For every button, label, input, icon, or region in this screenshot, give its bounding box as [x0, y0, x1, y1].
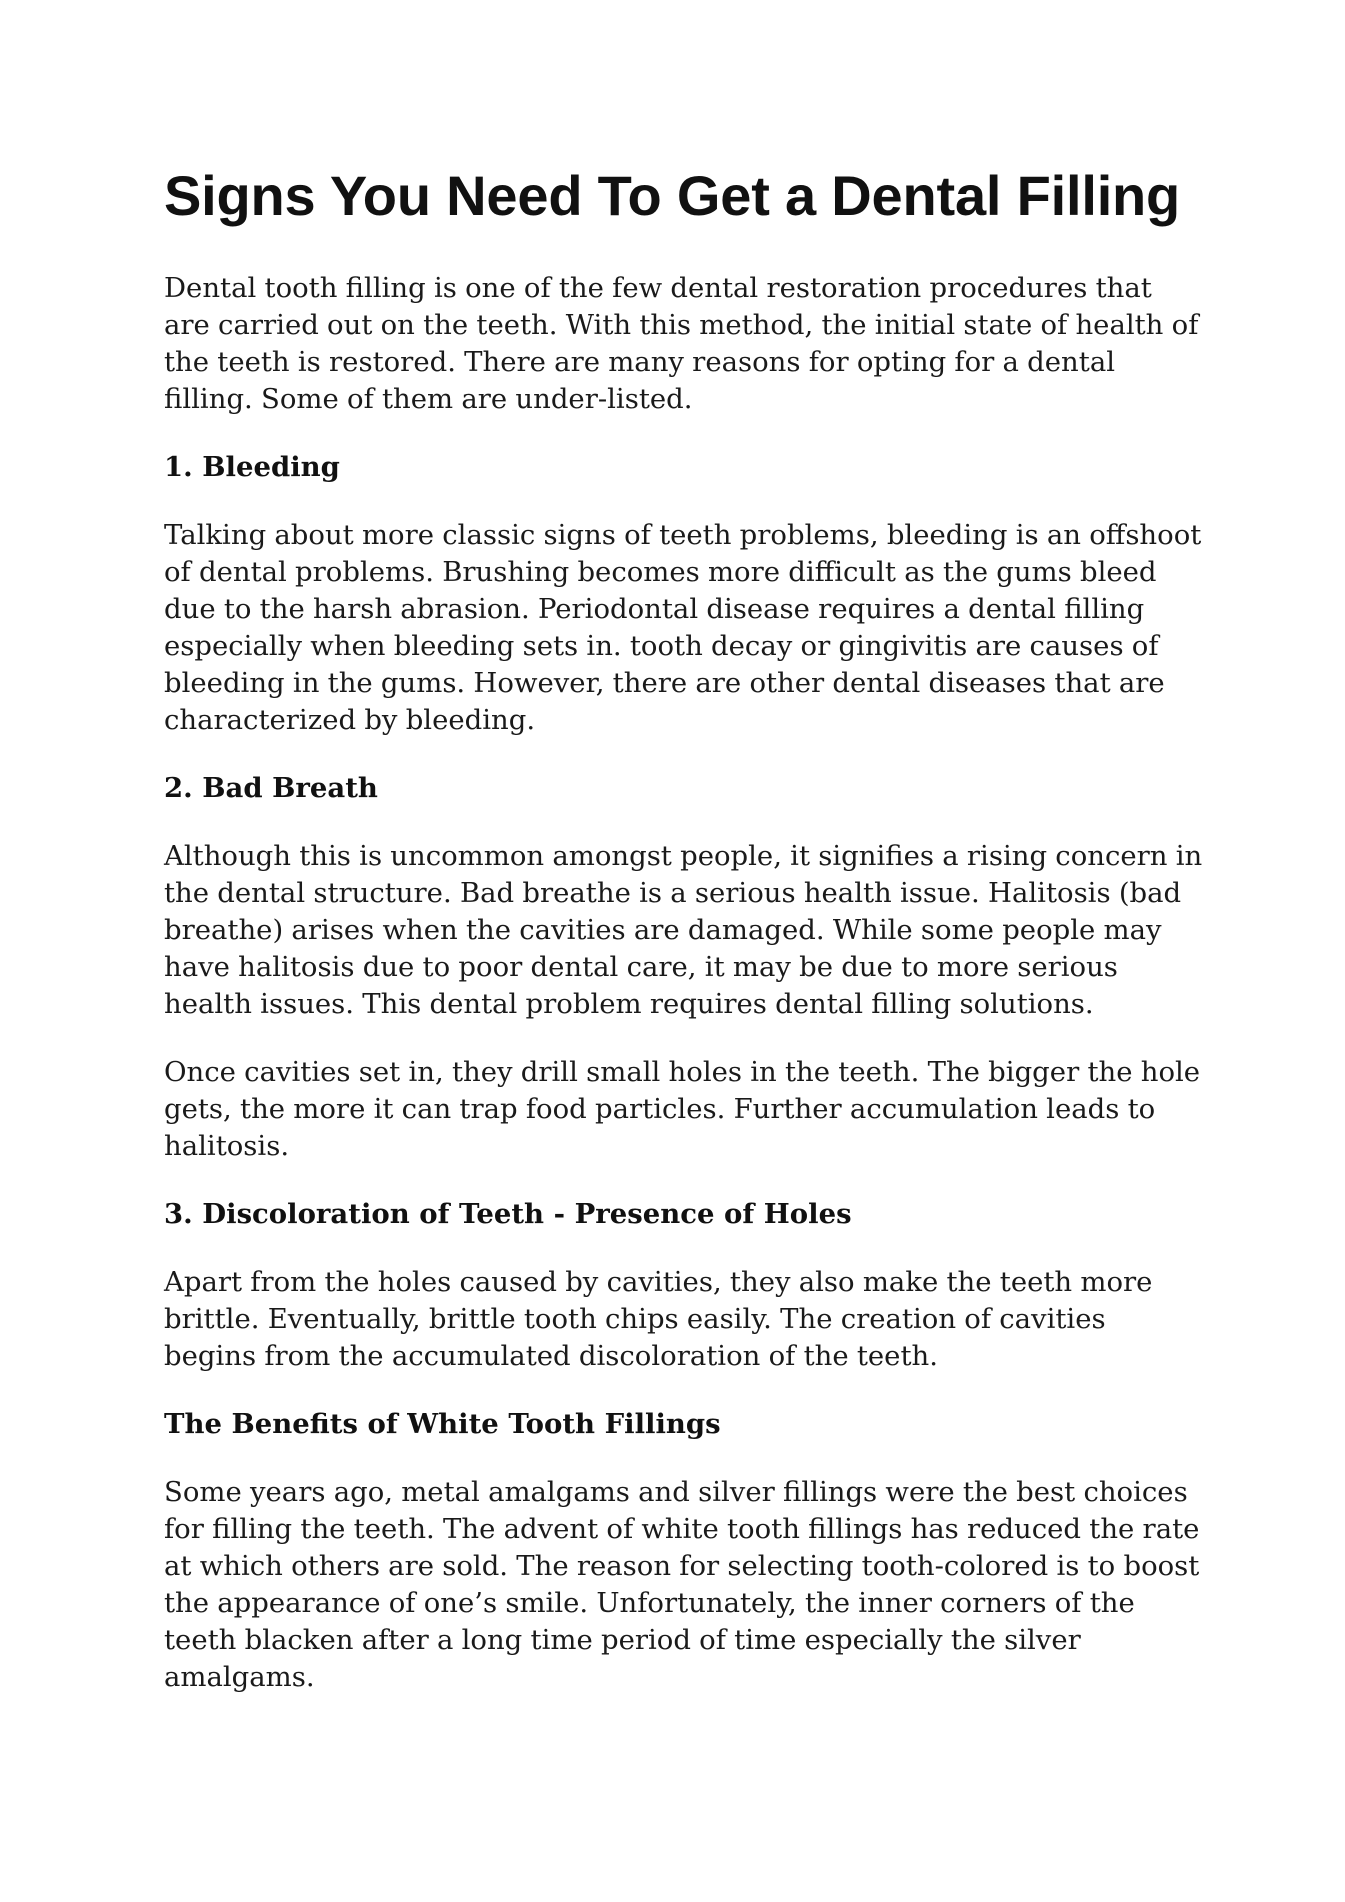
section-paragraph-discoloration: Apart from the holes caused by cavities, they also make the teeth more brittle. Eventually, brittle tooth chips easily. The creation of cavities begins from the accumulated discoloration of the teeth. — [164, 1266, 1153, 1372]
intro-paragraph: Dental tooth filling is one of the few dental restoration procedures that are carried out on the teeth. With this method, the initial state of health of the teeth is restored. There are many reasons for opting for a dental filling. Some of them are under-listed. — [164, 272, 1199, 415]
section-paragraph-bleeding: Talking about more classic signs of teeth problems, bleeding is an offshoot of dental problems. Brushing becomes more difficult as the gums bleed due to the harsh abrasion. Periodontal disease requires a dental filling especially when bleeding sets in. tooth decay or gingivitis are causes of bleeding in the gums. However, there are other dental diseases that are characterized by bleeding. — [164, 519, 1202, 736]
section-paragraph-bad-breath-2: Once cavities set in, they drill small holes in the teeth. The bigger the hole gets, the more it can trap food particles. Further accumulation leads to halitosis. — [164, 1056, 1201, 1162]
section-heading-white-fillings: The Benefits of White Tooth Fillings — [164, 1408, 721, 1440]
section-heading-bad-breath: 2. Bad Breath — [164, 772, 378, 804]
section-paragraph-white-fillings: Some years ago, metal amalgams and silver fillings were the best choices for filling the teeth. The advent of white tooth fillings has reduced the rate at which others are sold. The reason for selecting tooth-colored is to boost the appearance of one’s smile. Unfortunately, the inner corners of the teeth blacken after a long time period of time especially the silver amalgams. — [164, 1476, 1200, 1693]
page-title: Signs You Need To Get a Dental Filling — [164, 164, 1181, 227]
section-heading-discoloration: 3. Discoloration of Teeth - Presence of Holes — [164, 1198, 852, 1230]
section-paragraph-bad-breath-1: Although this is uncommon amongst people, it signifies a rising concern in the dental structure. Bad breathe is a serious health issue. Halitosis (bad breathe) arises when the cavities are damaged. While some people may have halitosis due to poor dental care, it may be due to more serious health issues. This dental problem requires dental filling solutions. — [164, 840, 1203, 1020]
section-heading-bleeding: 1. Bleeding — [164, 451, 340, 483]
document-body — [164, 156, 1204, 1727]
